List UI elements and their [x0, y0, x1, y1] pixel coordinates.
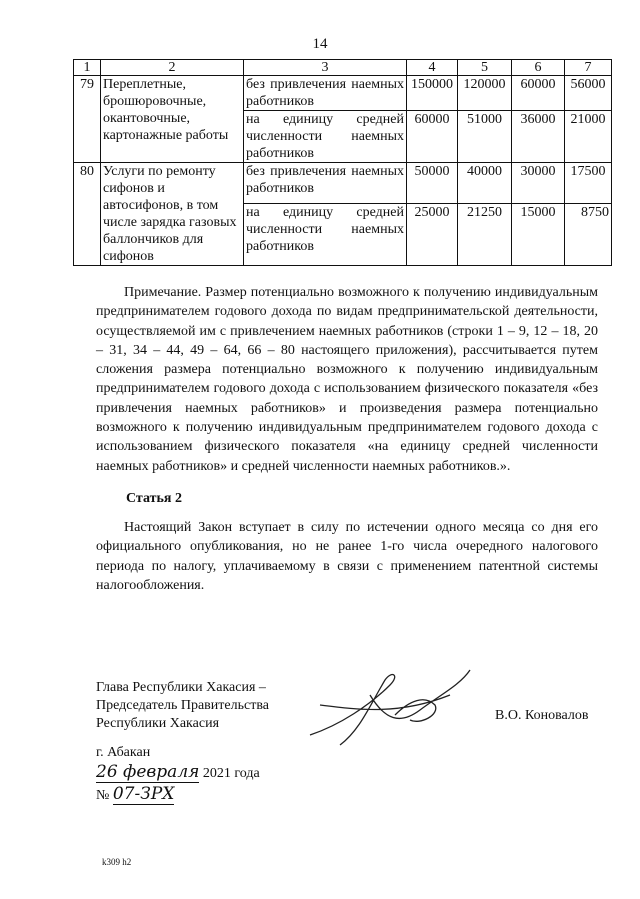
table-cell: 56000 [565, 76, 612, 111]
table-cell: 25000 [407, 204, 458, 266]
column-header: 3 [244, 60, 407, 76]
activity-description: Переплетные, брошюровочные, окантовочные, картонажные работы [101, 76, 244, 163]
column-header: 2 [101, 60, 244, 76]
column-header: 4 [407, 60, 458, 76]
table-cell: 150000 [407, 76, 458, 111]
income-table [73, 59, 612, 266]
article-body [96, 518, 598, 595]
signing-date [96, 762, 260, 782]
indicator-condition: на единицу средней численности наемных работников [244, 111, 407, 163]
indicator-condition: без привлечения наемных работников [244, 163, 407, 204]
position-line: Глава Республики Хакасия – [96, 680, 266, 695]
indicator-condition: на единицу средней численности наемных работников [244, 204, 407, 266]
position-line: Республики Хакасия [96, 716, 220, 731]
handwritten-signature [300, 665, 480, 755]
row-number: 80 [74, 163, 101, 266]
activity-description: Услуги по ремонту сифонов и автосифонов, в том числе зарядка газовых баллончиков для сифонов [101, 163, 244, 266]
footer-code: k309 h2 [102, 857, 132, 867]
handwritten-date: 26 февраля [96, 762, 200, 782]
table-header-row [74, 60, 612, 76]
place: г. Абакан [96, 745, 151, 760]
table-row [74, 76, 612, 111]
table-cell: 36000 [512, 111, 565, 163]
table-cell: 60000 [512, 76, 565, 111]
row-number: 79 [74, 76, 101, 163]
table-cell: 60000 [407, 111, 458, 163]
table-row [74, 163, 612, 204]
article-title: Статья 2 [126, 491, 182, 506]
law-number [96, 784, 174, 804]
table-cell: 40000 [458, 163, 512, 204]
column-header: 6 [512, 60, 565, 76]
handwritten-number: 07-ЗРХ [112, 784, 175, 804]
table-cell: 21250 [458, 204, 512, 266]
position-line: Председатель Правительства [96, 698, 269, 713]
column-header: 7 [565, 60, 612, 76]
table-cell: 30000 [512, 163, 565, 204]
table-cell: 51000 [458, 111, 512, 163]
page-number: 14 [312, 36, 328, 52]
table-cell: 21000 [565, 111, 612, 163]
number-prefix: № [96, 788, 110, 803]
column-header: 5 [458, 60, 512, 76]
table-cell: 120000 [458, 76, 512, 111]
column-header: 1 [74, 60, 101, 76]
table-cell: 17500 [565, 163, 612, 204]
article-text: Настоящий Закон вступает в силу по истечении одного месяца со дня его официального опубликования, но не ранее 1-го числа очередного налогового периода по налогу, уплачиваемому в связи с применением патентной системы налогообложения. [96, 520, 598, 593]
table-cell: 15000 [512, 204, 565, 266]
table-cell: 50000 [407, 163, 458, 204]
table-cell: 8750 [565, 204, 612, 266]
signatory-name: В.О. Коновалов [495, 708, 589, 723]
indicator-condition: без привлечения наемных работников [244, 76, 407, 111]
table-note [96, 283, 598, 476]
signatory-position [96, 679, 269, 733]
date-year: 2021 года [202, 766, 260, 781]
note-text: Примечание. Размер потенциально возможного к получению индивидуальным предпринимателем годового дохода по видам предпринимательской деятельности, осуществляемой им с привлечением наемных работников (строки 1 – 9, 12 – 18, 20 – 31, 34 – 44, 49 – 64, 66 – 80 настоящего приложения), рассчитывается путем сложения размера потенциально возможного к получению индивидуальным предпринимателем годового дохода с использованием физического показателя «без привлечения наемных работников» и произведения размера потенциально возможного к получению индивидуальным предпринимателем годового дохода с использованием физического показателя «на единицу средней численности наемных работников» и средней численности наемных работников.». [96, 285, 598, 474]
